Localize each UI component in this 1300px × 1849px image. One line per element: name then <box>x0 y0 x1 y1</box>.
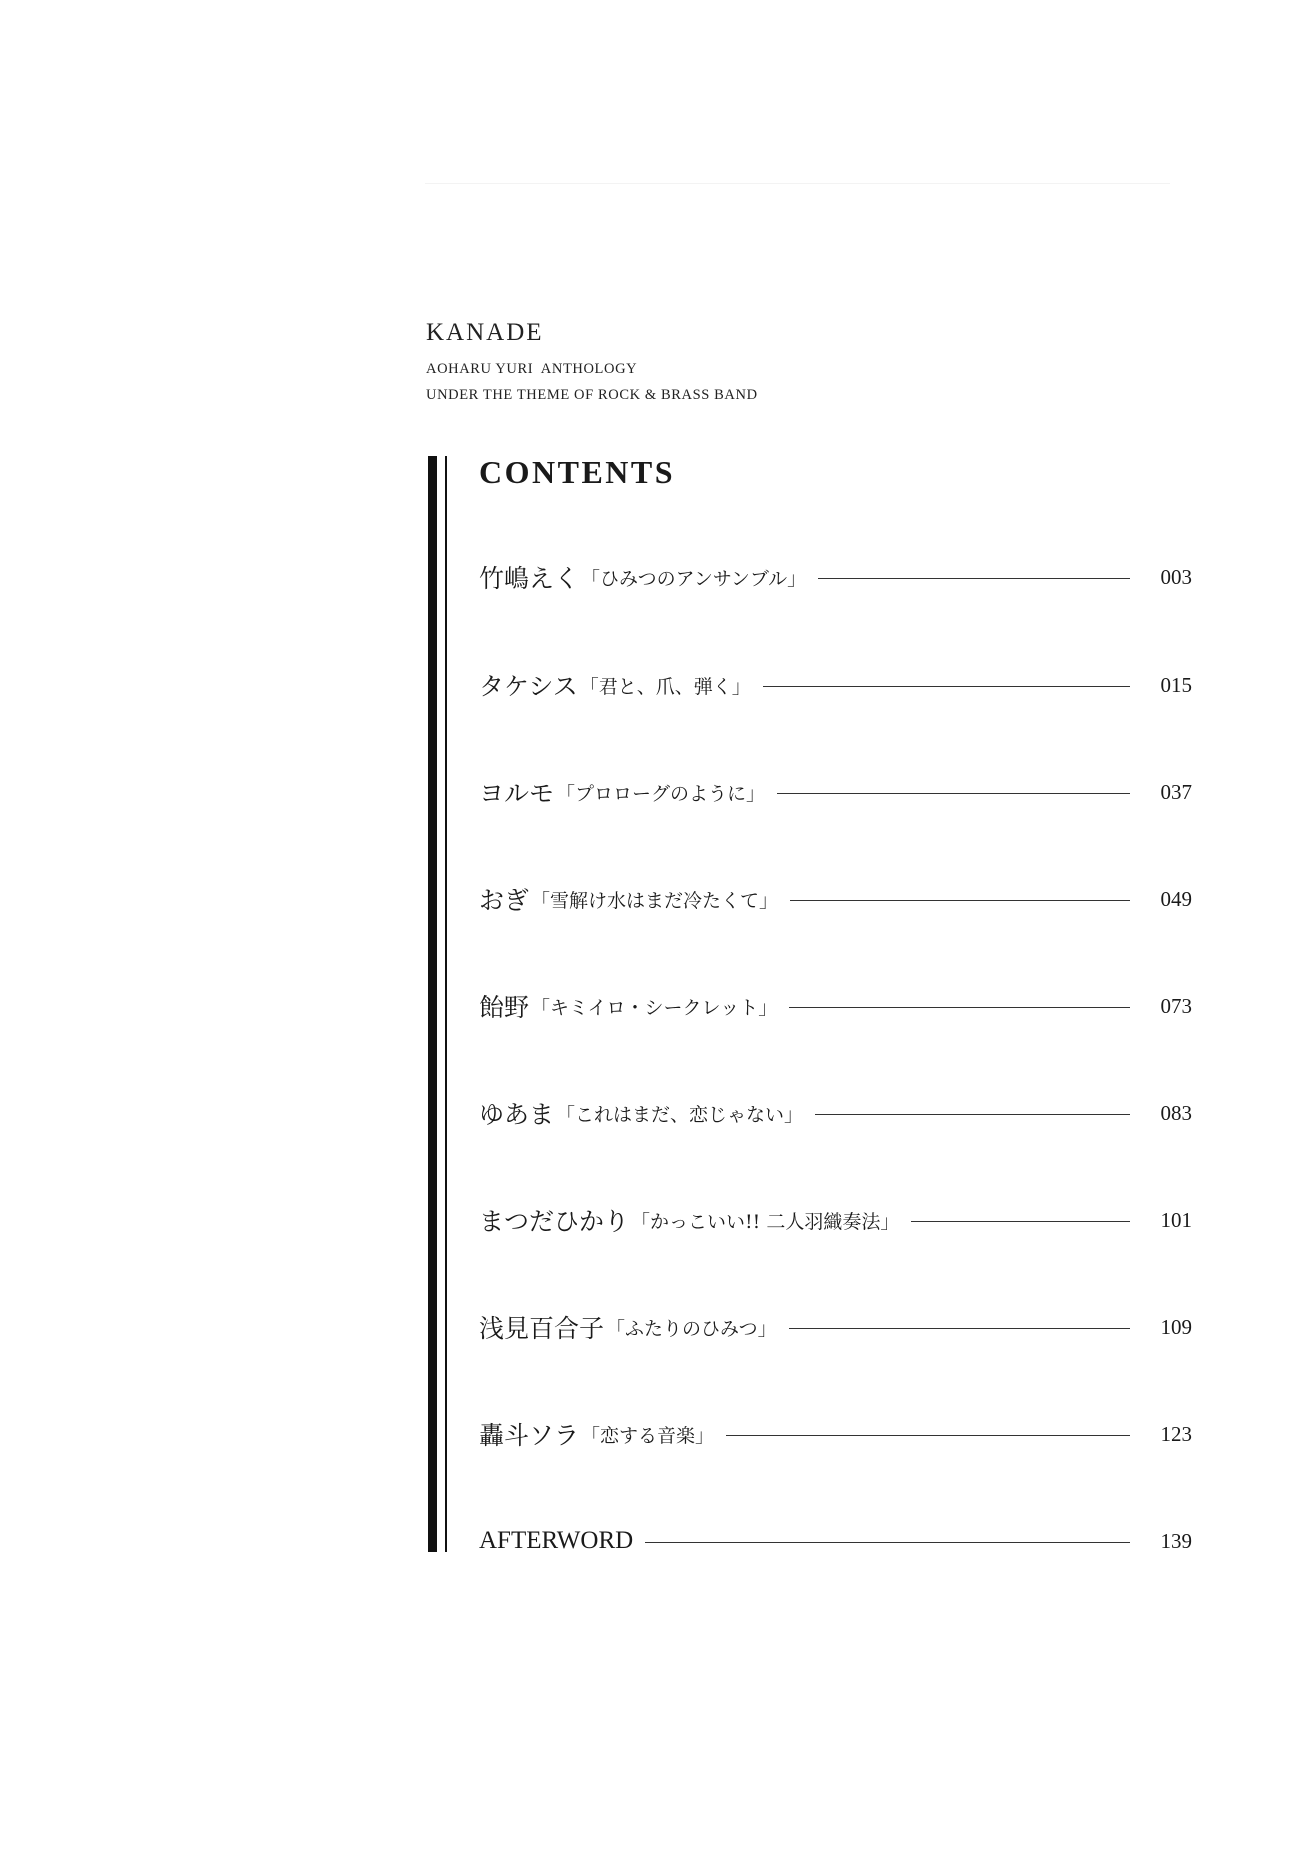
toc-entry-work: 「これはまだ、恋じゃない」 <box>556 1103 804 1126</box>
toc-leader-line <box>818 578 1130 579</box>
toc-entry-4[interactable] <box>479 879 1192 919</box>
toc-entry-page: 015 <box>1160 672 1192 697</box>
toc-entry-author: 飴野 <box>479 993 530 1022</box>
toc-entry-author: 竹嶋えく <box>479 564 580 593</box>
toc-entry-author: 浅見百合子 <box>479 1314 605 1343</box>
toc-entry-page: 123 <box>1160 1421 1192 1446</box>
toc-entry-work: 「キミイロ・シークレット」 <box>531 996 778 1019</box>
toc-entry-page: 003 <box>1160 564 1192 589</box>
toc-leader-line <box>763 686 1130 687</box>
toc-entry-author: ヨルモ <box>479 779 555 808</box>
toc-entry-author: タケシス <box>479 672 578 701</box>
toc-entry-afterword[interactable] <box>479 1521 1192 1561</box>
toc-entry-author: AFTERWORD <box>479 1527 634 1554</box>
book-subtitle-line2: UNDER THE THEME OF ROCK & BRASS BAND <box>426 387 758 403</box>
toc-entry-page: 083 <box>1160 1100 1192 1125</box>
toc-entry-page: 037 <box>1160 779 1192 804</box>
contents-thin-bar <box>445 456 447 1552</box>
toc-entry-page: 049 <box>1160 886 1192 911</box>
toc-entry-1[interactable] <box>479 557 1192 597</box>
toc-leader-line <box>726 1435 1130 1436</box>
toc-entry-work: 「君と、爪、弾く」 <box>579 675 751 698</box>
toc-leader-line <box>777 793 1130 794</box>
toc-entry-work: 「プロローグのように」 <box>556 782 766 805</box>
toc-entry-7[interactable] <box>479 1200 1192 1240</box>
contents-thick-bar <box>428 456 437 1552</box>
table-of-contents <box>479 0 1192 1849</box>
toc-leader-line <box>790 900 1130 901</box>
toc-entry-author: ゆあま <box>479 1100 555 1129</box>
toc-entry-2[interactable] <box>479 665 1192 705</box>
toc-entry-6[interactable] <box>479 1093 1192 1133</box>
contents-heading: CONTENTS <box>479 454 676 490</box>
toc-leader-line <box>911 1221 1130 1222</box>
toc-entry-work: 「雪解け水はまだ冷たくて」 <box>531 889 779 912</box>
toc-entry-page: 101 <box>1160 1207 1192 1232</box>
toc-leader-line <box>645 1542 1130 1543</box>
toc-entry-9[interactable] <box>479 1414 1192 1454</box>
toc-entry-author: まつだひかり <box>479 1207 630 1236</box>
toc-entry-page: 073 <box>1160 993 1192 1018</box>
toc-leader-line <box>789 1328 1130 1329</box>
toc-entry-page: 139 <box>1160 1528 1192 1553</box>
toc-entry-work: 「ふたりのひみつ」 <box>606 1317 777 1340</box>
book-title: KANADE <box>426 319 544 346</box>
toc-leader-line <box>789 1007 1130 1008</box>
toc-entry-5[interactable] <box>479 986 1192 1026</box>
toc-leader-line <box>815 1114 1130 1115</box>
toc-entry-3[interactable] <box>479 772 1192 812</box>
toc-entry-work: 「かっこいい!! 二人羽織奏法」 <box>631 1210 900 1233</box>
toc-entry-work: 「恋する音楽」 <box>581 1424 715 1447</box>
toc-entry-author: 轟斗ソラ <box>479 1421 580 1450</box>
toc-entry-author: おぎ <box>479 886 530 915</box>
toc-entry-8[interactable] <box>479 1307 1192 1347</box>
toc-entry-page: 109 <box>1160 1314 1192 1339</box>
toc-entry-work: 「ひみつのアンサンブル」 <box>581 567 807 590</box>
book-subtitle-line1: AOHARU YURI ANTHOLOGY <box>426 361 638 377</box>
